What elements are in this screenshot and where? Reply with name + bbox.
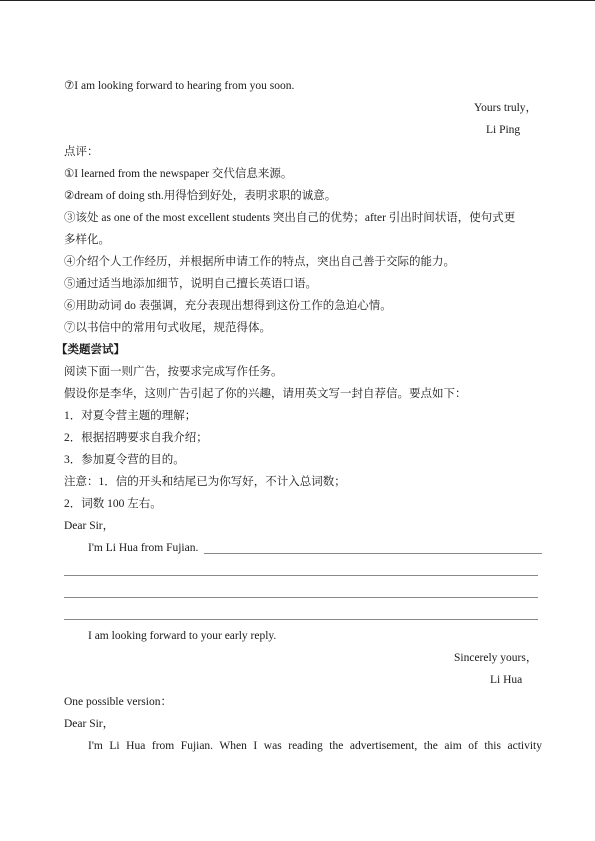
commentary-item: ⑥用助动词 do 表强调，充分表现出想得到这份工作的急迫心情。 bbox=[64, 300, 392, 312]
commentary-item-continued: 多样化。 bbox=[64, 234, 110, 246]
answer-line[interactable] bbox=[64, 575, 538, 576]
closing-sentence: ⑦I am looking forward to hearing from you soon. bbox=[64, 80, 295, 92]
exercise-instruction: 阅读下面一则广告，按要求完成写作任务。 bbox=[64, 366, 283, 378]
commentary-item: ⑦以书信中的常用句式收尾，规范得体。 bbox=[64, 322, 271, 334]
template-opening: I'm Li Hua from Fujian. bbox=[88, 542, 199, 554]
sample-salutation: Dear Sir， bbox=[64, 718, 115, 730]
template-salutation: Dear Sir， bbox=[64, 520, 115, 532]
commentary-item: ④介绍个人工作经历，并根据所申请工作的特点，突出自己善于交际的能力。 bbox=[64, 256, 455, 268]
exercise-point: 2．根据招聘要求自我介绍； bbox=[64, 432, 208, 444]
commentary-heading: 点评： bbox=[64, 146, 99, 158]
template-name: Li Hua bbox=[490, 674, 523, 686]
answer-line[interactable] bbox=[64, 619, 538, 620]
closing-name: Li Ping bbox=[486, 124, 521, 136]
exercise-point: 1．对夏令营主题的理解； bbox=[64, 410, 197, 422]
closing-signoff: Yours truly， bbox=[474, 102, 538, 114]
template-signoff: Sincerely yours， bbox=[454, 652, 538, 664]
exercise-note: 注意：1．信的开头和结尾已为你写好，不计入总词数； bbox=[64, 476, 346, 488]
sample-first-line: I'm Li Hua from Fujian. When I was reading the advertisement, the aim of this activity bbox=[88, 740, 542, 752]
exercise-scenario: 假设你是李华，这则广告引起了你的兴趣，请用英文写一封自荐信。要点如下： bbox=[64, 388, 467, 400]
exercise-heading: 【类题尝试】 bbox=[56, 344, 125, 356]
commentary-item: ②dream of doing sth.用得恰到好处，表明求职的诚意。 bbox=[64, 190, 337, 202]
answer-line[interactable] bbox=[64, 597, 538, 598]
commentary-item: ③该处 as one of the most excellent students 突出自己的优势；after 引出时间状语，使句式更 bbox=[64, 212, 516, 224]
commentary-item: ①I learned from the newspaper 交代信息来源。 bbox=[64, 168, 293, 180]
answer-line[interactable] bbox=[204, 553, 542, 554]
sample-heading: One possible version： bbox=[64, 696, 172, 708]
header-rule bbox=[0, 0, 595, 1]
template-closing: I am looking forward to your early reply. bbox=[88, 630, 277, 642]
exercise-note: 2．词数 100 左右。 bbox=[64, 498, 162, 510]
commentary-item: ⑤通过适当地添加细节，说明自己擅长英语口语。 bbox=[64, 278, 317, 290]
exercise-point: 3．参加夏令营的目的。 bbox=[64, 454, 185, 466]
